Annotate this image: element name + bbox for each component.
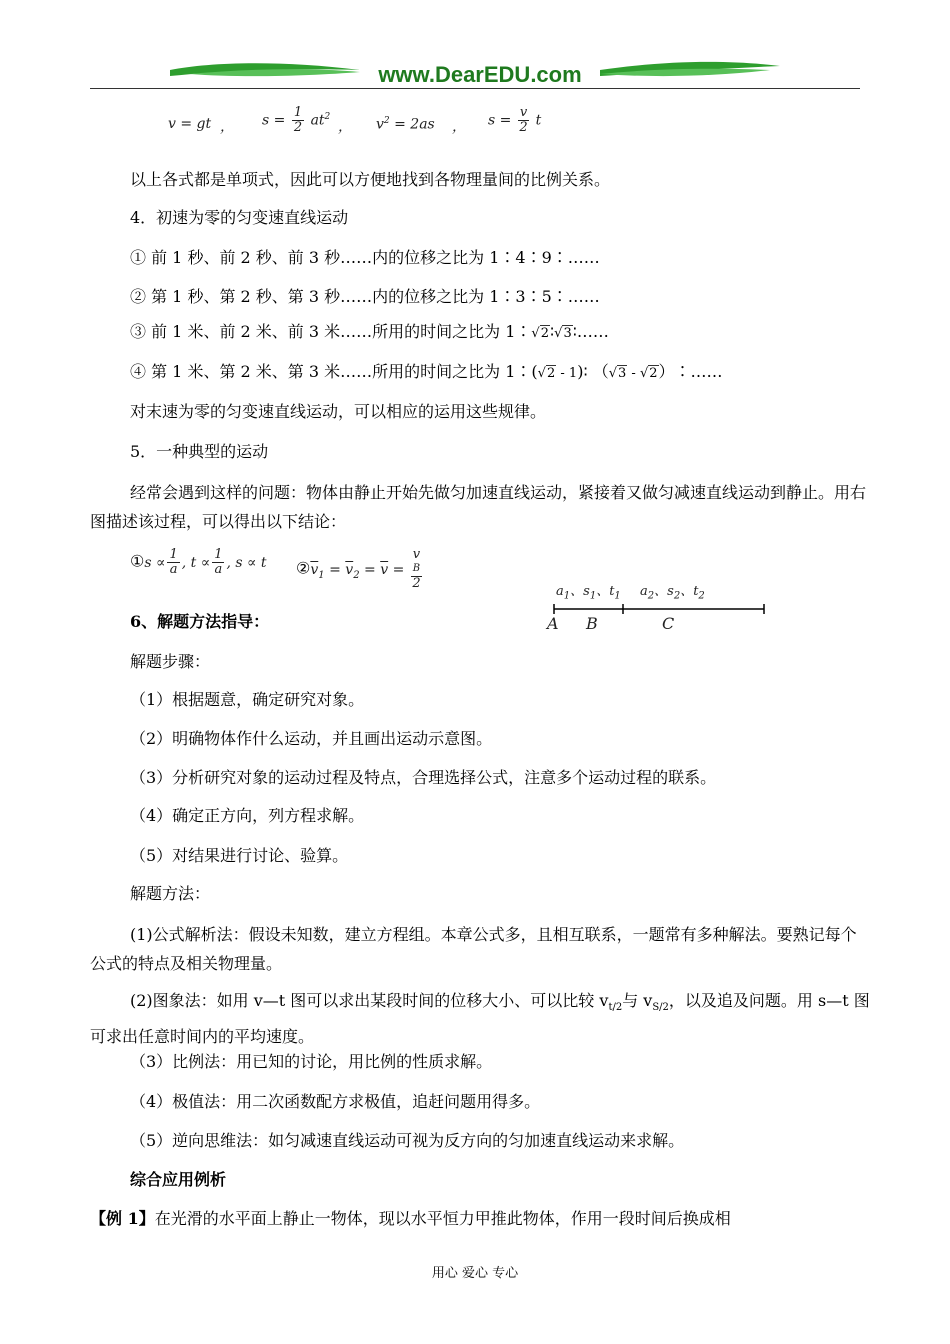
method-4: （4）极值法：用二次函数配方求极值，追赶问题用得多。 xyxy=(130,1092,541,1111)
step-3: （3）分析研究对象的运动过程及特点，合理选择公式，注意多个运动过程的联系。 xyxy=(130,768,717,787)
conclusion-2: $②\overline{v}_1 = \overline{v}_2 = \overline{v}$ = v B 2 xyxy=(296,547,421,591)
formula-s-v2-t: s = $\frac{v}{2}$ t xyxy=(488,105,542,135)
example-heading: 综合应用例析 xyxy=(130,1170,227,1189)
diagram-label-ab: $a_1$、$s_1$、$t_1$ xyxy=(556,584,621,602)
formula-v2-2as: $v^2 = 2as$ xyxy=(376,116,435,133)
step-2: （2）明确物体作什么运动，并且画出运动示意图。 xyxy=(130,729,493,748)
formula-sep-1: ， xyxy=(220,119,234,135)
example-1: 【例 1】在光滑的水平面上静止一物体，现以水平恒力甲推此物体，作用一段时间后换成相 xyxy=(90,1209,731,1228)
steps-title: 解题步骤： xyxy=(130,652,211,671)
point-c: C xyxy=(662,614,675,633)
step-1: （1）根据题意，确定研究对象。 xyxy=(130,690,365,709)
section-4-heading: 4．初速为零的匀变速直线运动 xyxy=(130,208,349,227)
method-5: （5）逆向思维法：如匀减速直线运动可视为反方向的匀加速直线运动来求解。 xyxy=(130,1131,685,1150)
point-a: A xyxy=(547,614,559,633)
section-5-paragraph: 经常会遇到这样的问题：物体由静止开始先做匀加速直线运动，紧接着又做匀减速直线运动到静止。用右图描述该过程，可以得出以下结论： xyxy=(90,483,867,531)
rule-item-1: ① 前 1 秒、前 2 秒、前 3 秒……内的位移之比为 1∶4∶9∶…… xyxy=(130,248,600,267)
motion-diagram-line xyxy=(548,600,770,618)
header-logo xyxy=(170,56,790,90)
rule-item-4: ④ 第 1 米、第 2 米、第 3 米……所用的时间之比为 1∶(√2 - 1)∶ （√3 - √2）∶…… xyxy=(130,362,723,381)
section-5-heading: 5．一种典型的运动 xyxy=(130,442,269,461)
rule-item-2: ② 第 1 秒、第 2 秒、第 3 秒……内的位移之比为 1∶3∶5∶…… xyxy=(130,287,600,306)
section-6-heading: 6、解题方法指导： xyxy=(130,612,270,631)
method-1: (1)公式解析法：假设未知数，建立方程组。本章公式多，且相互联系，一题常有多种解法。要熟记每个公式的特点及相关物理量。 xyxy=(90,925,857,973)
diagram-label-bc: $a_2$、$s_2$、$t_2$ xyxy=(640,584,705,602)
formula-sep-3: ， xyxy=(452,119,466,135)
section-4-closing: 对末速为零的匀变速直线运动，可以相应的运用这些规律。 xyxy=(130,402,547,421)
formula-v-gt: v = gt xyxy=(168,116,212,132)
method-3: （3）比例法：用已知的讨论，用比例的性质求解。 xyxy=(130,1052,493,1071)
methods-title: 解题方法： xyxy=(130,884,211,903)
page-footer: 用心 爱心 专心 xyxy=(431,1266,519,1281)
step-5: （5）对结果进行讨论、验算。 xyxy=(130,846,349,865)
method-2: (2)图象法：如用 v—t 图可以求出某段时间的位移大小、可以比较 $v_{t/2}$与 $v_{S/2}$，以及追及问题。用 s—t 图可求出任意时间内的平均速度。 xyxy=(90,991,870,1047)
formula-s-half-at2: s = $\frac{1}{2}$ $at^2$ xyxy=(262,105,331,135)
step-4: （4）确定正方向，列方程求解。 xyxy=(130,806,365,825)
header-rule xyxy=(90,88,860,89)
site-name: www.DearEDU.com xyxy=(378,62,582,87)
formula-sep-2: ， xyxy=(338,119,352,135)
conclusion-1: ①s ∝ $\frac{1}{a}$ , t ∝ $\frac{1}{a}$ , s ∝ t xyxy=(130,547,267,577)
rule-item-3: ③ 前 1 米、前 2 米、前 3 米……所用的时间之比为 1∶√2∶√3∶…… xyxy=(130,322,609,341)
point-b: B xyxy=(586,614,598,633)
single-term-note: 以上各式都是单项式，因此可以方便地找到各物理量间的比例关系。 xyxy=(130,170,611,189)
